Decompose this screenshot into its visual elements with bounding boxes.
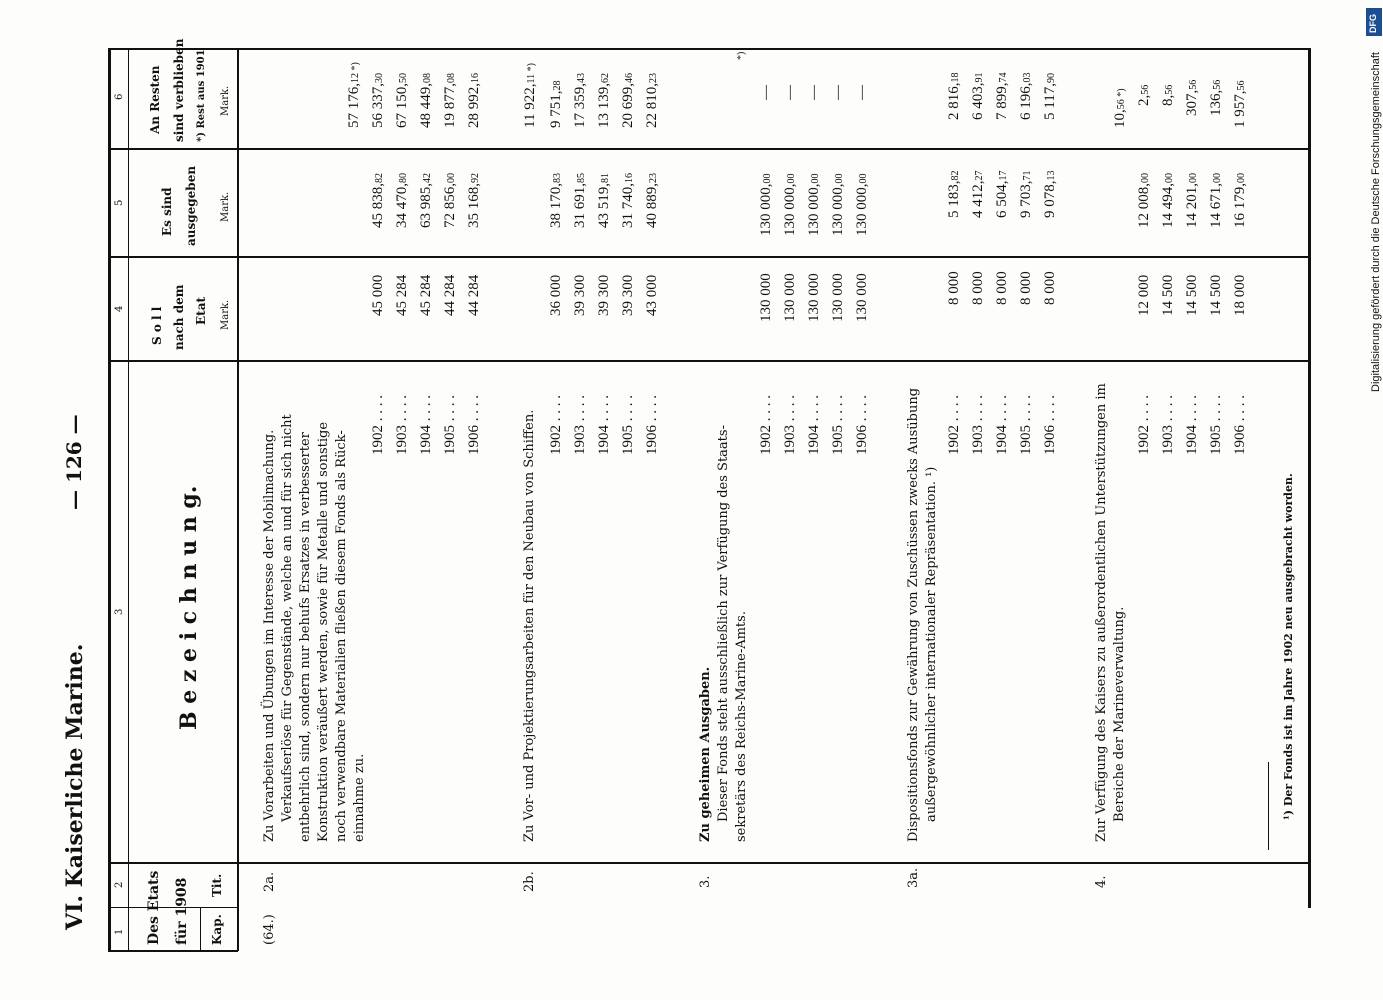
section-4-tit: 4. <box>1094 875 1109 888</box>
col-divider-2-1 <box>108 907 238 908</box>
header-soll-1: S o l l <box>150 306 164 345</box>
header-tit: Tit. <box>210 873 224 897</box>
header-divider <box>237 48 239 951</box>
col-divider-4-3 <box>108 360 1310 362</box>
header-fuer: für 1908 <box>174 877 190 945</box>
col-divider-5-4 <box>108 256 1310 258</box>
section-2b-description: Zu Vor- und Projektierungsarbeiten für den Neubau von Schiffen. <box>522 409 537 842</box>
header-bezeichnung: B e z e i c h n u n g. <box>176 485 202 730</box>
kap-number: (64.) <box>262 914 277 945</box>
header-soll-3: Etat <box>194 296 208 325</box>
header-etat: Des Etats <box>146 870 162 945</box>
col-divider-6-5 <box>108 148 1310 150</box>
table-bottom-border <box>1308 48 1311 908</box>
dfg-logo: DFG <box>1366 8 1382 36</box>
scanned-page: VI. Kaiserliche Marine. — 126 — Digitalisierung gefördert durch die Deutsche Forschungsgemeinschaft DFG 1 2 3 4 5 6 Des Etats für 1908 Kap. Tit. B e z e i c h n u n g. S o l l nach dem Etat Mark. Es sind ausgegeben Mark. An Resten sind verblieben *) Rest aus 1901 Mark. (64.) 2a. Zu Vorarbeiten und Übungen im Interesse der Mobilmachung. Verkaufserlöse für Gegenstände, welche an und für sich nicht entbehrlich sind, sondern nur behufs Ersatzes in verbesserter Konstruktion veräußert werden, sowie für Metalle und sonstige noch verwendbare Materialien fließen diesem Fonds als Rück- einnahme zu. 1902 . . . . 1903 . . . . 1904 . . . . 1905 . . . . 1906 . . . . 45 000 45 284 45 284 44 284 44 284 45 838,82 34 470,80 63 985,42 72 856,00 35 168,92 57 176,12 *) 56 337,30 67 150,50 48 449,08 19 877,08 28 992,16 2b. Zu Vor- und Projektierungsarbeiten für den Neubau von Schiffen. 1902 . . . . 1903 . . . . 1904 . . . . 1905 . . . . 1906 . . . . 36 000 39 300 39 300 39 300 43 000 38 170,83 31 691,85 43 519,81 31 740,16 40 889,23 11 922,11 *) 9 751,28 17 359,43 13 139,62 20 699,46 22 810,23 3. Zu geheimen Ausgaben. Dieser Fonds steht ausschließlich zur Verfügung des Staats- sekretärs des Reichs-Marine-Amts. 1902 . . . . 1903 . . . . 1904 . . . . 1905 . . . . 1906 . . . . 130 000 130 000 130 000 130 000 130 000 130 000,00 130 000,00 130 000,00 130 000,00 130 000,00 *) — — — — — 3a. Dispositionsfonds zur Gewährung von Zuschüssen zwecks Ausübung außergewöhnlicher internationaler Repräsentation. ¹) 1902 . . . . 1903 . . . . 1904 . . . . 1905 . . . . 1906 . . . . 8 000 8 000 8 000 8 000 8 000 5 183,82 4 412,27 6 504,17 9 703,71 9 078,13 2 816,18 6 403,91 7 899,74 6 196,03 5 117,90 4. Zur Verfügung des Kaisers zu außerordentlichen Unterstützungen im Bereiche der Marineverwaltung. 1902 . . . . 1903 . . . . 1904 . . . . 1905 . . . . 1906 . . . . 12 000 14 500 14 500 14 500 18 000 12 008,00 14 494,00 14 201,00 14 671,00 16 179,00 10,56 *) 2,56 8,56 307,56 136,56 1 957,56 ¹) Der Fonds ist im Jahre 1902 neu ausgebracht worden. <box>0 0 1383 1000</box>
header-rest-1: An Resten <box>148 65 162 134</box>
header-soll-2: nach dem <box>172 284 186 350</box>
col-number-2: 2 <box>114 881 125 888</box>
col-number-4: 4 <box>114 305 125 312</box>
header-ausg-1: Es sind <box>160 187 174 236</box>
col-divider-3-2 <box>108 862 1310 864</box>
page-title: VI. Kaiserliche Marine. <box>62 643 88 930</box>
col-number-5: 5 <box>114 199 125 206</box>
col-number-3: 3 <box>114 608 125 615</box>
header-rest-unit: Mark. <box>220 85 231 116</box>
header-rest-2: sind verblieben <box>172 38 186 142</box>
page-number: — 126 — <box>62 414 86 510</box>
col-number-1: 1 <box>114 928 125 935</box>
table-edge-left <box>108 48 1310 50</box>
section-2b-tit: 2b. <box>522 871 537 892</box>
header-ausg-2: ausgegeben <box>184 165 198 246</box>
section-3a-tit: 3a. <box>906 867 921 888</box>
header-kap: Kap. <box>210 914 224 945</box>
footnote-separator <box>1268 762 1269 850</box>
header-soll-unit: Mark. <box>220 299 231 330</box>
section-2a-tit: 2a. <box>262 871 277 892</box>
section-3-tit: 3. <box>698 875 713 888</box>
table-top-border <box>108 48 111 951</box>
col-number-6: 6 <box>114 93 125 100</box>
header-rest-3: *) Rest aus 1901 <box>196 49 207 142</box>
kap-tit-divider <box>200 907 201 952</box>
table-edge-right <box>108 950 238 952</box>
header-ausg-unit: Mark. <box>220 191 231 222</box>
col-numbers-divider <box>128 48 129 951</box>
footnote: ¹) Der Fonds ist im Jahre 1902 neu ausgebracht worden. <box>1282 473 1295 820</box>
digitization-note: Digitalisierung gefördert durch die Deutsche Forschungsgemeinschaft <box>1370 52 1382 392</box>
